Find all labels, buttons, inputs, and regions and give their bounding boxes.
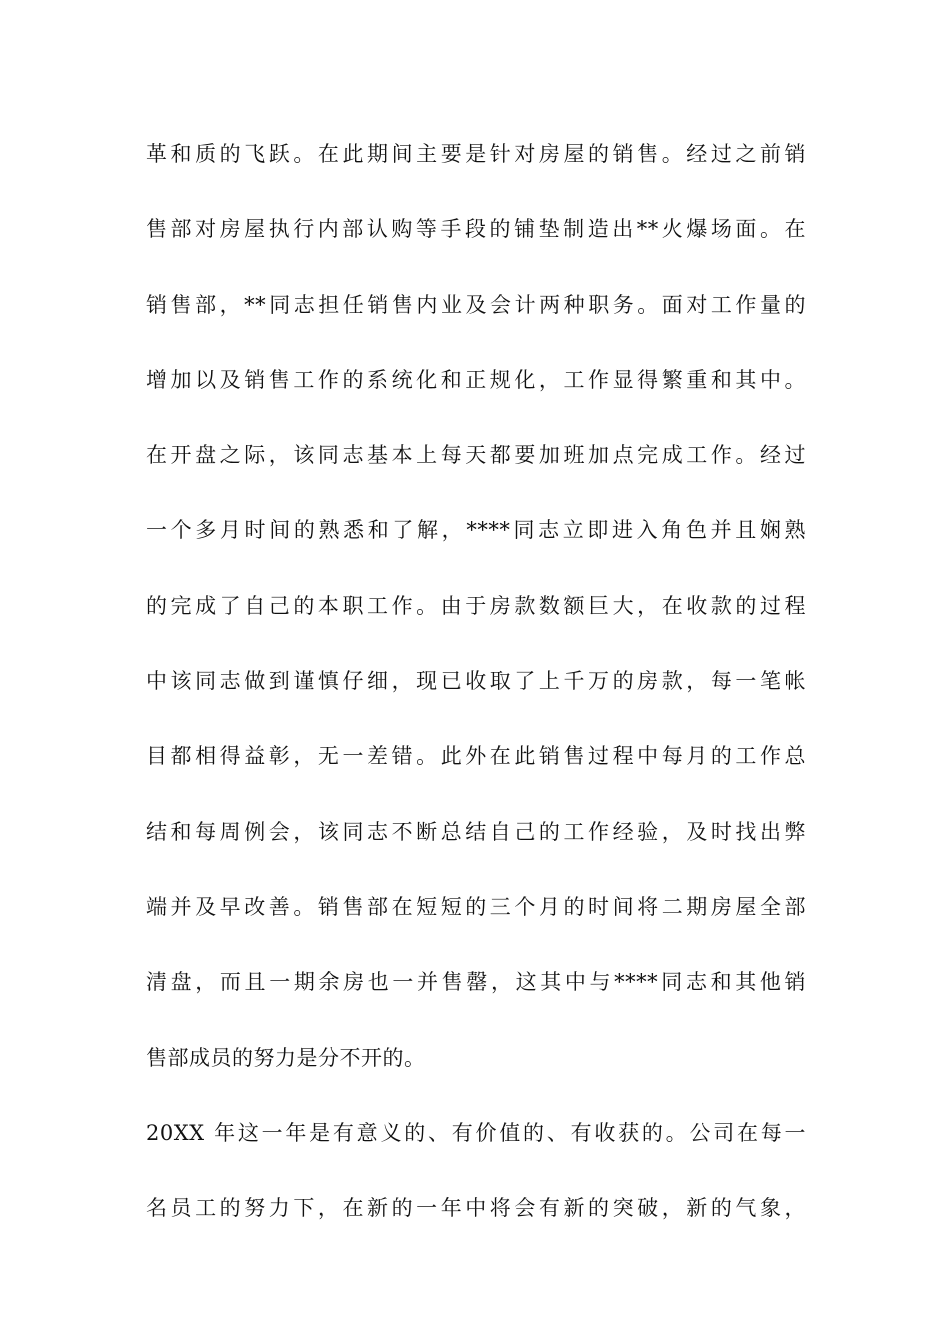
text-line: 售部成员的努力是分不开的。	[146, 1045, 426, 1070]
text-line: 在开盘之际，该同志基本上每天都要加班加点完成工作。经过	[146, 443, 806, 468]
text-line: 中该同志做到谨慎仔细，现已收取了上千万的房款，每一笔帐	[146, 669, 806, 694]
text-line: 增加以及销售工作的系统化和正规化，工作显得繁重和其中。	[146, 367, 806, 392]
text-line: 目都相得益彰，无一差错。此外在此销售过程中每月的工作总	[146, 744, 806, 769]
text-line: 革和质的飞跃。在此期间主要是针对房屋的销售。经过之前销	[146, 142, 806, 166]
text-line: 售部对房屋执行内部认购等手段的铺垫制造出**火爆场面。在	[146, 217, 806, 242]
text-line: 20XX 年这一年是有意义的、有价值的、有收获的。公司在每一	[146, 1120, 806, 1145]
body-text	[146, 126, 806, 1255]
text-line: 一个多月时间的熟悉和了解，****同志立即进入角色并且娴熟	[146, 518, 806, 543]
text-line: 销售部，**同志担任销售内业及会计两种职务。面对工作量的	[146, 292, 806, 317]
text-line: 名员工的努力下，在新的一年中将会有新的突破，新的气象，	[146, 1196, 806, 1221]
text-line: 清盘，而且一期余房也一并售罄，这其中与****同志和其他销	[146, 970, 806, 995]
text-line: 结和每周例会，该同志不断总结自己的工作经验，及时找出弊	[146, 819, 806, 844]
text-line: 的完成了自己的本职工作。由于房款数额巨大，在收款的过程	[146, 593, 806, 618]
text-line: 端并及早改善。销售部在短短的三个月的时间将二期房屋全部	[146, 894, 806, 919]
